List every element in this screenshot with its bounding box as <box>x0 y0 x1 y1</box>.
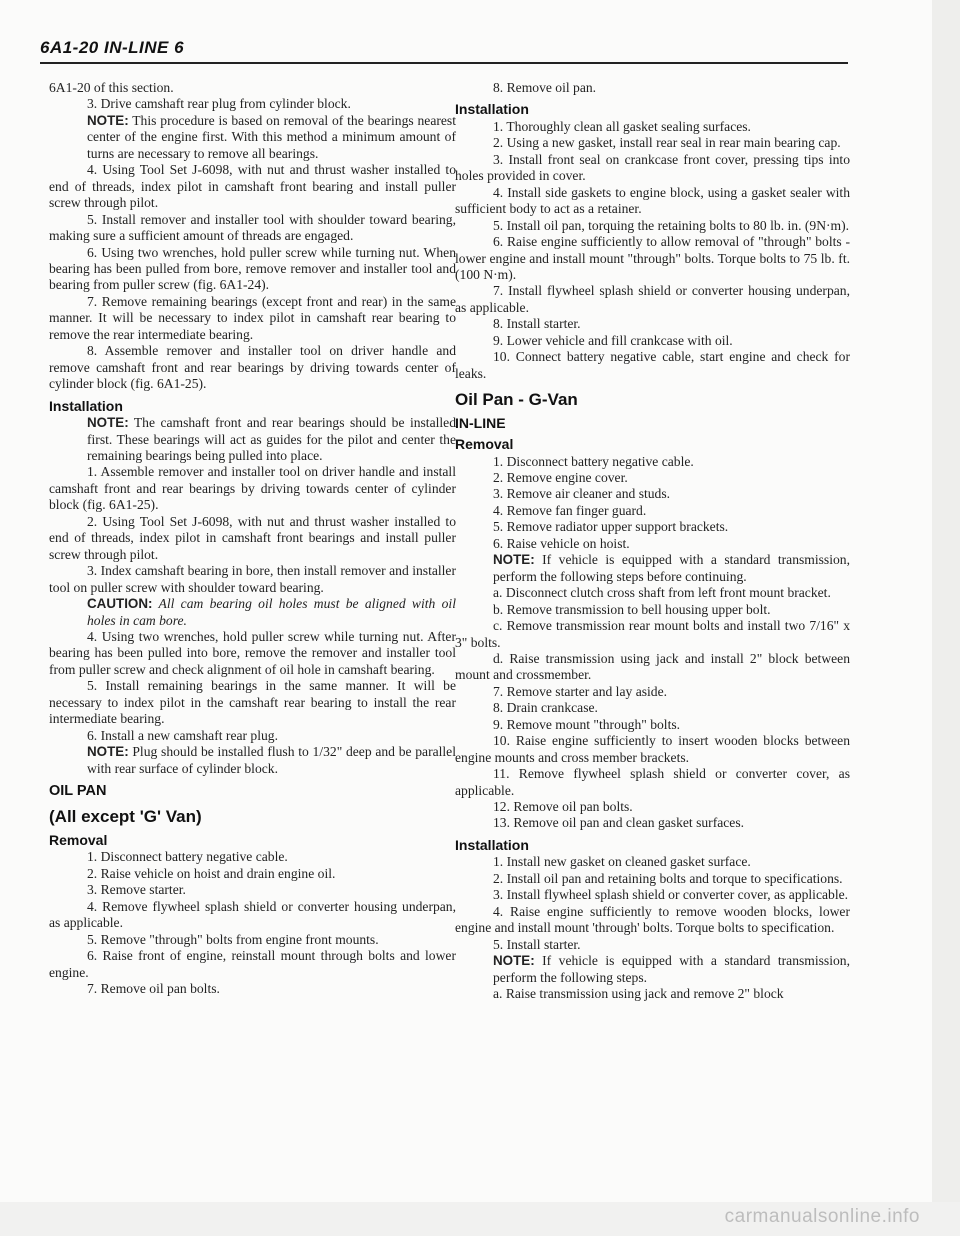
paragraph <box>455 349 850 382</box>
paragraph-text: 5. Remove radiator upper support brackets. <box>493 519 729 535</box>
paragraph-text: 4. Using two wrenches, hold puller screw while turning nut. After bearing has been pulled into bore, remove the remover and installer tool from puller screw and check alignment of oil hole in camshaft bearing. <box>49 628 456 677</box>
paragraph <box>455 700 850 716</box>
paragraph <box>49 596 456 629</box>
paragraph <box>455 815 850 831</box>
caution-text: All cam bearing oil holes must be aligned with oil holes in cam bore. <box>87 596 456 628</box>
paragraph-text: 6. Install a new camshaft rear plug. <box>87 727 278 743</box>
paragraph <box>455 904 850 937</box>
paragraph-text: (All except 'G' Van) <box>49 807 202 827</box>
paragraph-text: Removal <box>49 831 108 848</box>
paragraph <box>49 678 456 727</box>
paragraph <box>455 937 850 953</box>
paragraph <box>455 185 850 218</box>
paragraph-text: 8. Remove oil pan. <box>493 80 597 95</box>
paragraph-text: 1. Assemble remover and installer tool on driver handle and install camshaft front and rear bearings by driving towards center of cylinder block (fig. 6A1-25). <box>49 464 456 513</box>
paragraph <box>49 866 456 882</box>
section-heading <box>455 101 850 117</box>
paragraph-text: 4. Remove flywheel splash shield or converter housing underpan, as applicable. <box>49 898 456 931</box>
paragraph <box>49 728 456 744</box>
paragraph <box>49 899 456 932</box>
paragraph <box>49 514 456 563</box>
paragraph-text: 2. Using a new gasket, install rear seal in rear main bearing cap. <box>493 135 841 151</box>
paragraph <box>49 113 456 162</box>
paragraph <box>455 799 850 815</box>
paragraph-text: 5. Install starter. <box>493 936 581 952</box>
paragraph <box>49 563 456 596</box>
paragraph-text: 4. Raise engine sufficiently to remove wooden blocks, lower engine and install mount 'through' bolts. Torque bolts to specification. <box>455 903 850 936</box>
section-heading <box>455 392 850 408</box>
paragraph-text: 5. Install remaining bearings in the same manner. It will be necessary to index pilot in the camshaft rear bearing to install the rear intermediate bearing. <box>49 678 456 727</box>
paragraph-text: 4. Remove fan finger guard. <box>493 502 647 518</box>
paragraph-text: 1. Thoroughly clean all gasket sealing surfaces. <box>493 118 751 134</box>
paragraph <box>455 618 850 651</box>
paragraph-text: The camshaft front and rear bearings should be installed first. These bearings will act as guides for the pilot and center the remaining bearings being pulled into place. <box>87 415 456 463</box>
paragraph-text: 4. Install side gaskets to engine block, using a gasket sealer with sufficient body to act as a retainer. <box>455 184 850 217</box>
paragraph <box>49 981 456 997</box>
paragraph <box>49 212 456 245</box>
paragraph-text: 10. Connect battery negative cable, start engine and check for leaks. <box>455 349 850 381</box>
paragraph-text: 7. Remove oil pan bolts. <box>87 981 220 997</box>
section-heading <box>455 415 850 431</box>
paragraph-text: 13. Remove oil pan and clean gasket surfaces. <box>493 815 745 831</box>
paragraph-text: 2. Using Tool Set J-6098, with nut and thrust washer installed to end of threads, index pilot in camshaft front bearings and install puller screw through pilot. <box>49 513 456 562</box>
paragraph <box>455 80 850 96</box>
paragraph-text: Oil Pan - G-Van <box>455 390 578 410</box>
paragraph <box>455 218 850 234</box>
paragraph <box>455 651 850 684</box>
paragraph <box>49 162 456 211</box>
paragraph-text: 2. Raise vehicle on hoist and drain engine oil. <box>87 865 336 881</box>
paragraph-text: Removal <box>455 436 514 453</box>
paragraph-text: 8. Assemble remover and installer tool on driver handle and remove camshaft front and rear bearings by driving towards center of cylinder block (fig. 6A1-25). <box>49 343 456 392</box>
section-heading <box>49 783 456 799</box>
header-rule <box>40 62 848 64</box>
paragraph <box>455 552 850 585</box>
paragraph-text: 3. Index camshaft bearing in bore, then install remover and installer tool on puller screw with shoulder toward bearing. <box>49 563 456 595</box>
paragraph-text: Installation <box>455 101 529 118</box>
paragraph <box>455 953 850 986</box>
paragraph <box>49 744 456 777</box>
paragraph <box>455 684 850 700</box>
paragraph-text: 1. Disconnect battery negative cable. <box>87 849 288 865</box>
paragraph <box>455 470 850 486</box>
paragraph <box>455 135 850 151</box>
paragraph-text: 1. Disconnect battery negative cable. <box>493 453 694 469</box>
paragraph <box>455 733 850 766</box>
paragraph-text: c. Remove transmission rear mount bolts and install two 7/16" x 3" bolts. <box>455 618 850 650</box>
section-heading <box>49 832 456 848</box>
paragraph-text: 9. Remove mount "through" bolts. <box>493 716 681 732</box>
paragraph-text: 3. Remove air cleaner and studs. <box>493 486 671 502</box>
paragraph <box>455 234 850 283</box>
paragraph-text: 4. Using Tool Set J-6098, with nut and thrust washer installed to end of threads, index pilot in camshaft front bearing and install puller screw through pilot. <box>49 162 456 211</box>
page-header: 6A1-20 IN-LINE 6 <box>40 38 185 57</box>
scan-edge <box>932 0 960 1236</box>
paragraph <box>455 152 850 185</box>
paragraph-text: 6. Raise front of engine, reinstall mount through bolts and lower engine. <box>49 948 456 980</box>
paragraph <box>455 717 850 733</box>
section-heading <box>455 837 850 853</box>
paragraph-text: 10. Raise engine sufficiently to insert wooden blocks between engine mounts and cross member brackets. <box>455 733 850 765</box>
paragraph <box>455 602 850 618</box>
paragraph <box>455 766 850 799</box>
paragraph-text: 7. Remove remaining bearings (except front and rear) in the same manner. It will be necessary to index pilot in camshaft rear bearing to remove the rear intermediate bearing. <box>49 293 456 342</box>
paragraph-text: 3. Install front seal on crankcase front cover, pressing tips into holes provided in cover. <box>455 151 850 184</box>
note-label: NOTE: <box>493 953 535 969</box>
paragraph <box>455 585 850 601</box>
section-heading <box>455 436 850 452</box>
paragraph-text: 6A1-20 of this section. <box>49 80 174 95</box>
paragraph-text: 5. Install oil pan, torquing the retaining bolts to 80 lb. in. (9N·m). <box>493 217 850 233</box>
right-column <box>455 80 850 1002</box>
paragraph-text: 3. Install flywheel splash shield or converter cover, as applicable. <box>493 887 849 903</box>
note-label: CAUTION: <box>87 596 153 612</box>
watermark: carmanualsonline.info <box>724 1206 920 1227</box>
paragraph-text: Plug should be installed flush to 1/32" deep and be parallel with rear surface of cylinder block. <box>87 744 456 776</box>
paragraph <box>455 486 850 502</box>
paragraph <box>455 854 850 870</box>
paragraph <box>455 519 850 535</box>
paragraph <box>49 415 456 464</box>
paragraph-text: 3. Remove starter. <box>87 882 186 898</box>
paragraph <box>455 887 850 903</box>
paragraph-text: If vehicle is equipped with a standard transmission, perform the following steps. <box>493 953 850 985</box>
paragraph-text: 5. Remove "through" bolts from engine front mounts. <box>87 931 379 947</box>
paragraph-text: 2. Remove engine cover. <box>493 469 628 485</box>
paragraph-text: 1. Install new gasket on cleaned gasket surface. <box>493 854 751 870</box>
paragraph <box>49 849 456 865</box>
paragraph <box>49 96 456 112</box>
paragraph-text: 6. Using two wrenches, hold puller screw while turning nut. When bearing has been pulled from bore, remove remover and installer tool and bearing from puller screw (fig. 6A1-24). <box>49 244 456 293</box>
paragraph-text: 2. Install oil pan and retaining bolts and torque to specifications. <box>493 870 843 886</box>
paragraph <box>49 80 456 96</box>
paragraph <box>455 283 850 316</box>
note-label: NOTE: <box>87 415 129 431</box>
paragraph <box>49 245 456 294</box>
paragraph-text: This procedure is based on removal of the bearings nearest center of the engine first. With this method a minimum amount of turns are necessary to remove all bearings. <box>87 112 456 161</box>
paragraph <box>455 986 850 1002</box>
paragraph-text: d. Raise transmission using jack and install 2" block between mount and crossmember. <box>455 650 850 683</box>
paragraph-text: 11. Remove flywheel splash shield or converter cover, as applicable. <box>455 766 850 798</box>
paragraph <box>49 629 456 678</box>
section-heading <box>49 809 456 825</box>
paragraph <box>455 454 850 470</box>
paragraph <box>455 316 850 332</box>
paragraph <box>49 464 456 513</box>
paragraph <box>455 333 850 349</box>
paragraph-text: 3. Drive camshaft rear plug from cylinder block. <box>87 96 351 112</box>
paragraph <box>455 536 850 552</box>
paragraph-text: 8. Install starter. <box>493 316 581 332</box>
note-label: NOTE: <box>87 744 129 760</box>
paragraph-text: 5. Install remover and installer tool with shoulder toward bearing, making sure a sufficient amount of threads are engaged. <box>49 211 456 244</box>
paragraph-text: 12. Remove oil pan bolts. <box>493 799 633 815</box>
paragraph-text: 9. Lower vehicle and fill crankcase with oil. <box>493 332 733 348</box>
paragraph-text: OIL PAN <box>49 783 107 800</box>
paragraph-text: 6. Raise vehicle on hoist. <box>493 535 630 551</box>
paragraph-text: 8. Drain crankcase. <box>493 700 598 716</box>
paragraph-text: Installation <box>455 836 529 853</box>
paragraph <box>49 294 456 343</box>
section-heading <box>49 398 456 414</box>
paragraph <box>455 503 850 519</box>
paragraph-text: Installation <box>49 397 123 414</box>
note-label: NOTE: <box>493 552 535 568</box>
left-column <box>49 80 456 997</box>
paragraph <box>49 882 456 898</box>
paragraph <box>49 343 456 392</box>
paragraph-text: IN-LINE <box>455 414 506 431</box>
paragraph-text: 7. Install flywheel splash shield or converter housing underpan, as applicable. <box>455 283 850 315</box>
paragraph-text: 7. Remove starter and lay aside. <box>493 683 668 699</box>
paragraph <box>49 948 456 981</box>
paragraph-text: If vehicle is equipped with a standard transmission, perform the following steps before continuing. <box>493 552 850 584</box>
paragraph-text: b. Remove transmission to bell housing upper bolt. <box>493 601 771 617</box>
paragraph <box>455 871 850 887</box>
paragraph <box>49 932 456 948</box>
note-label: NOTE: <box>87 112 129 128</box>
paragraph-text: a. Raise transmission using jack and remove 2" block <box>493 986 784 1002</box>
paragraph <box>455 119 850 135</box>
paragraph-text: a. Disconnect clutch cross shaft from left front mount bracket. <box>493 585 831 601</box>
paragraph-text: 6. Raise engine sufficiently to allow removal of "through" bolts - lower engine and install mount "through" bolts. Torque bolts to 75 lb. ft. (100 N·m). <box>455 234 850 282</box>
